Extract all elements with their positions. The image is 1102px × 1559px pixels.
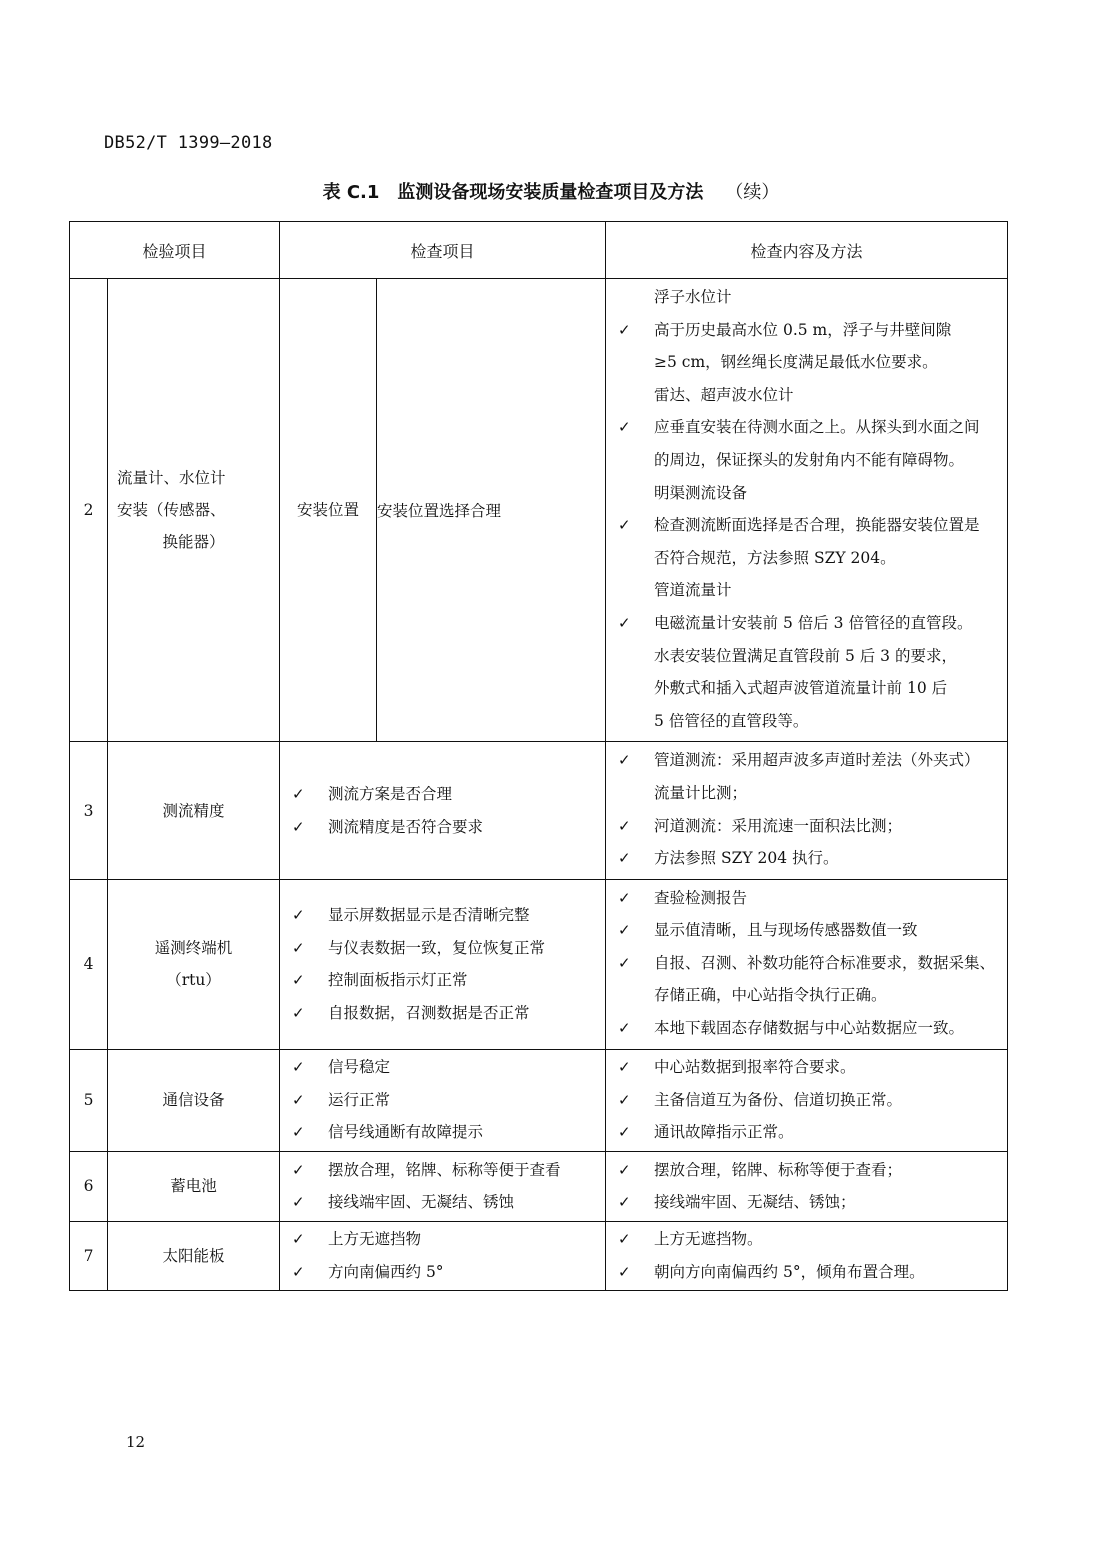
check-line: ✓ 摆放合理，铭牌、标称等便于查看 (280, 1154, 605, 1187)
method-line: 管道流量计 (654, 581, 732, 600)
check-line: ✓ 信号线通断有故障提示 (280, 1116, 605, 1149)
row-item-name (108, 879, 280, 1049)
method-cell (606, 1221, 1008, 1290)
row-number: 7 (70, 1221, 108, 1290)
method-line: ✓ 电磁流量计安装前 5 倍后 3 倍管径的直管段。 (606, 607, 1007, 640)
method-line: 外敷式和插入式超声波管道流量计前 10 后 (654, 679, 948, 698)
method-line: 存储正确，中心站指令执行正确。 (654, 986, 887, 1005)
sub-item-detail: 安装位置选择合理 (377, 279, 606, 742)
check-line: ✓ 显示屏数据显示是否清晰完整 (280, 899, 605, 932)
check-cell (280, 1049, 606, 1151)
method-line: 水表安装位置满足直管段前 5 后 3 的要求， (654, 646, 957, 665)
check-line: ✓ 控制面板指示灯正常 (280, 964, 605, 997)
table-row (70, 1221, 1008, 1290)
check-line: ✓ 测流方案是否合理 (280, 778, 605, 811)
method-line: 浮子水位计 (654, 288, 732, 306)
method-line: 的周边，保证探头的发射角内不能有障碍物。 (654, 450, 965, 469)
table-row (70, 742, 1008, 879)
row-number: 4 (70, 879, 108, 1049)
table-title-continued: （续） (725, 182, 780, 203)
method-cell (606, 879, 1008, 1049)
method-line: ✓ 上方无遮挡物。 (606, 1223, 1007, 1256)
method-line: ✓ 查验检测报告 (606, 882, 1007, 915)
table-title (0, 178, 1102, 204)
page-number: 12 (126, 1433, 146, 1451)
name-line: 遥测终端机 (154, 939, 233, 958)
method-line: ✓ 本地下载固态存储数据与中心站数据应一致。 (606, 1012, 1007, 1045)
method-line: 否符合规范，方法参照 SZY 204。 (654, 548, 896, 567)
method-line: ✓ 显示值清晰，且与现场传感器数值一致 (606, 914, 1007, 947)
row-number: 2 (70, 279, 108, 742)
method-line: ✓ 检查测流断面选择是否合理，换能器安装位置是 (606, 509, 1007, 542)
row-number: 3 (70, 742, 108, 879)
header-check-method: 检查内容及方法 (606, 222, 1008, 279)
table-row (70, 879, 1008, 1049)
row-item-name: 太阳能板 (108, 1221, 280, 1290)
sub-item: 安装位置 (280, 279, 377, 742)
check-line: ✓ 方向南偏西约 5° (280, 1256, 605, 1289)
row-item-name: 通信设备 (108, 1049, 280, 1151)
row-number: 6 (70, 1151, 108, 1221)
method-line: 明渠测流设备 (654, 483, 748, 502)
table-row (70, 1151, 1008, 1221)
method-line: ✓ 中心站数据到报率符合要求。 (606, 1051, 1007, 1084)
inspection-table (69, 221, 1008, 1291)
name-line: （rtu） (166, 971, 221, 990)
method-line: ✓ 摆放合理，铭牌、标称等便于查看； (606, 1154, 1007, 1187)
check-cell (280, 1151, 606, 1221)
name-line: 换能器） (162, 533, 225, 552)
document-code: DB52/T 1399—2018 (104, 133, 273, 153)
check-cell (280, 742, 606, 879)
check-cell (280, 1221, 606, 1290)
method-line: ✓ 河道测流：采用流速一面积法比测； (606, 810, 1007, 843)
method-cell (606, 742, 1008, 879)
name-line: 安装（传感器、 (117, 501, 226, 520)
row-number: 5 (70, 1049, 108, 1151)
method-line: ✓ 自报、召测、补数功能符合标准要求，数据采集、 (606, 947, 1007, 980)
table-row (70, 279, 1008, 742)
check-line: ✓ 上方无遮挡物 (280, 1223, 605, 1256)
check-line: ✓ 信号稳定 (280, 1051, 605, 1084)
row-item-name: 测流精度 (108, 742, 280, 879)
check-line: ✓ 与仪表数据一致，复位恢复正常 (280, 932, 605, 965)
check-cell (280, 879, 606, 1049)
name-line: 流量计、水位计 (117, 469, 226, 488)
method-line: ✓ 通讯故障指示正常。 (606, 1116, 1007, 1149)
row-item-name (108, 279, 280, 742)
method-line: 雷达、超声波水位计 (654, 385, 794, 404)
method-cell (606, 1151, 1008, 1221)
check-line: ✓ 自报数据，召测数据是否正常 (280, 997, 605, 1030)
method-cell (606, 279, 1008, 742)
check-line: ✓ 测流精度是否符合要求 (280, 811, 605, 844)
table-header-row (70, 222, 1008, 279)
method-line: ✓ 管道测流：采用超声波多声道时差法（外夹式） (606, 744, 1007, 777)
method-line: 流量计比测； (654, 783, 748, 802)
header-inspection-item: 检验项目 (70, 222, 280, 279)
method-cell (606, 1049, 1008, 1151)
method-line: ✓ 接线端牢固、无凝结、锈蚀； (606, 1186, 1007, 1219)
check-line: ✓ 运行正常 (280, 1084, 605, 1117)
check-line: ✓ 接线端牢固、无凝结、锈蚀 (280, 1186, 605, 1219)
method-line: ≥5 cm，钢丝绳长度满足最低水位要求。 (654, 353, 938, 372)
row-item-name: 蓄电池 (108, 1151, 280, 1221)
table-title-main: 表 C.1 监测设备现场安装质量检查项目及方法 (322, 182, 704, 203)
method-line: ✓ 高于历史最高水位 0.5 m，浮子与井壁间隙 (606, 314, 1007, 347)
method-line: ✓ 方法参照 SZY 204 执行。 (606, 842, 1007, 875)
table-row (70, 1049, 1008, 1151)
method-line: 5 倍管径的直管段等。 (654, 711, 809, 730)
header-check-item: 检查项目 (280, 222, 606, 279)
method-line: ✓ 应垂直安装在待测水面之上。从探头到水面之间 (606, 411, 1007, 444)
method-line: ✓ 主备信道互为备份、信道切换正常。 (606, 1084, 1007, 1117)
method-line: ✓ 朝向方向南偏西约 5°，倾角布置合理。 (606, 1256, 1007, 1289)
